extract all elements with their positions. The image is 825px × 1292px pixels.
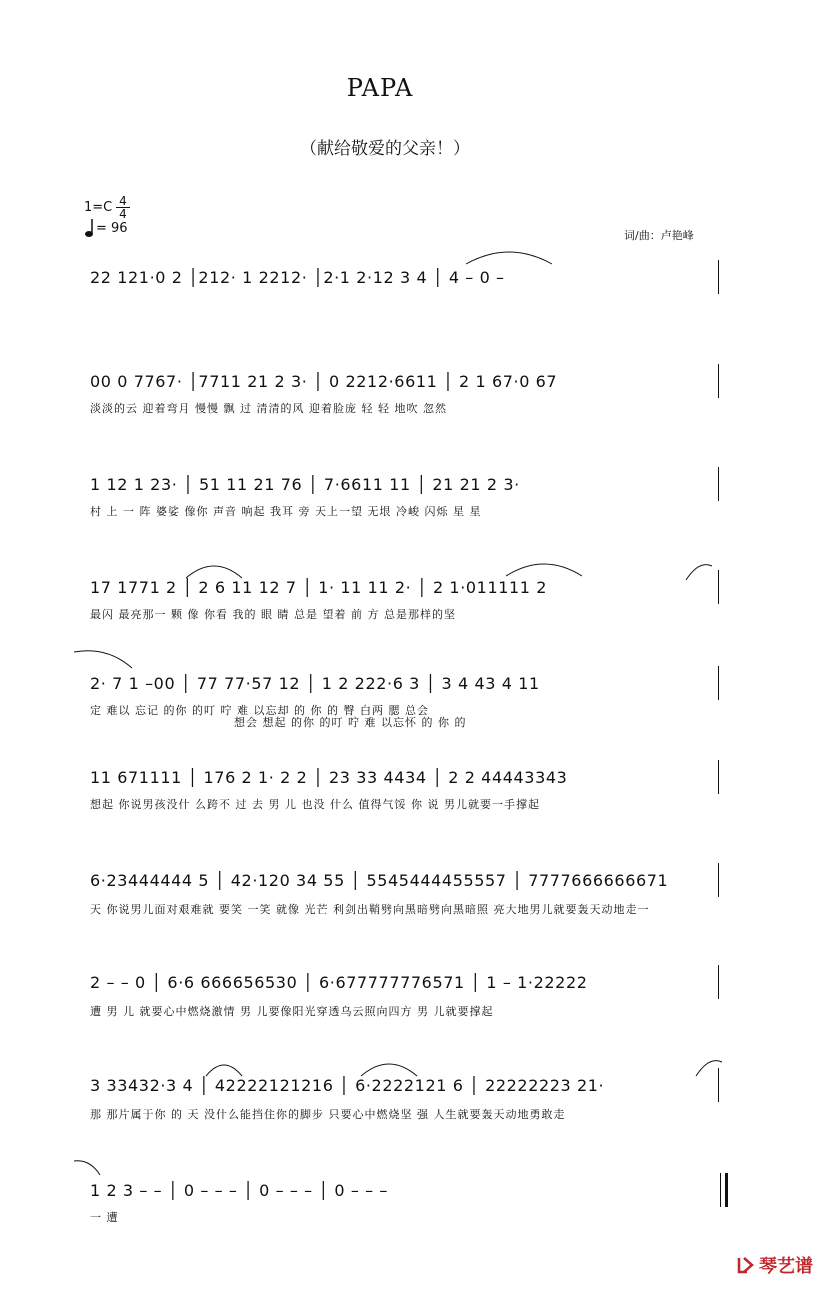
notes-row-10: 1 2 3 – – │ 0 – – – │ 0 – – – │ 0 – – – xyxy=(90,1181,389,1200)
lyrics-row-3: 村 上 一 阵 婆娑 像你 声音 响起 我耳 旁 天上一望 无垠 冷峻 闪烁 星 星 xyxy=(90,505,482,518)
time-signature xyxy=(116,195,130,220)
time-signature-bottom: 4 xyxy=(119,207,127,221)
tie-slur xyxy=(72,648,134,670)
lyrics-row-8: 遭 男 儿 就要心中燃烧激情 男 儿要像阳光穿透乌云照向四方 男 儿就要撑起 xyxy=(90,1005,494,1018)
tie-slur xyxy=(359,1058,419,1078)
tie-slur xyxy=(684,562,714,582)
credit-line: 词/曲：卢艳峰 xyxy=(624,229,694,242)
barline xyxy=(718,467,719,501)
key-signature: 1=C xyxy=(84,200,113,215)
song-title: PAPA xyxy=(346,74,414,102)
logo-icon xyxy=(736,1255,756,1275)
notes-row-8: 2 – – 0 │ 6·6 666656530 │ 6·677777776571 │ 1 – 1·22222 xyxy=(90,973,588,992)
tie-slur xyxy=(694,1058,724,1078)
lyrics-row-5-alt: 想会 想起 的你 的叮 咛 难 以忘怀 的 你 的 xyxy=(234,716,467,729)
song-subtitle: （献给敬爱的父亲！） xyxy=(300,139,470,159)
tie-slur xyxy=(204,1058,244,1078)
barline xyxy=(718,760,719,794)
notes-row-7: 6·23444444 5 │ 42·120 34 55 │ 5545444455557 │ 7777666666671 xyxy=(90,871,669,890)
lyrics-row-7: 天 你说男儿面对艰难就 要笑 一笑 就像 光芒 利剑出鞘劈向黑暗劈向黑暗照 亮大地男儿就要轰天动地走一 xyxy=(90,903,650,916)
barline xyxy=(718,364,719,398)
barline xyxy=(718,260,719,294)
tie-slur xyxy=(72,1157,102,1177)
notes-row-6: 11 671111 │ 176 2 1· 2 2 │ 23 33 4434 │ 2 2 44443343 xyxy=(90,768,568,787)
logo-text: 琴艺谱 xyxy=(759,1256,813,1277)
lyrics-row-4: 最闪 最亮那一 颗 像 你看 我的 眼 睛 总是 望着 前 方 总是那样的坚 xyxy=(90,608,456,621)
lyrics-row-5: 定 难以 忘记 的你 的叮 咛 难 以忘却 的 你 的 臀 白两 腮 总会 xyxy=(90,704,429,717)
tie-slur xyxy=(184,560,244,580)
notes-row-9: 3 33432·3 4 │ 42222121216 │ 6·2222121 6 │ 22222223 21· xyxy=(90,1076,605,1095)
notes-row-3: 1 12 1 23· │ 51 11 21 76 │ 7·6611 11 │ 21 21 2 3· xyxy=(90,475,520,494)
barline xyxy=(718,863,719,897)
notes-row-5: 2· 7 1 –00 │ 77 77·57 12 │ 1 2 222·6 3 │ 3 4 43 4 11 xyxy=(90,674,540,693)
barline xyxy=(718,666,719,700)
time-signature-top: 4 xyxy=(119,194,127,208)
lyrics-row-6: 想起 你说男孩没什 么跨不 过 去 男 儿 也没 什么 值得气馁 你 说 男儿就要一手撑起 xyxy=(90,798,540,811)
lyrics-row-10: 一 遭 xyxy=(90,1211,119,1224)
tie-slur xyxy=(504,558,584,578)
lyrics-row-2: 淡淡的云 迎着弯月 慢慢 飘 过 清清的风 迎着脸庞 轻 轻 地吹 忽然 xyxy=(90,402,447,415)
final-barline xyxy=(720,1173,728,1207)
tempo-marking xyxy=(84,221,128,236)
notes-row-1: 22 121·0 2 │212· 1 2212· │2·1 2·12 3 4 │ 4 – 0 – xyxy=(90,268,505,287)
barline xyxy=(718,570,719,604)
tie-slur xyxy=(464,246,554,266)
barline xyxy=(718,965,719,999)
tempo-value: = 96 xyxy=(96,221,128,236)
notes-row-4: 17 1771 2 │ 2 6 11 12 7 │ 1· 11 11 2· │ 2 1·011111 2 xyxy=(90,578,548,597)
site-logo xyxy=(736,1252,813,1278)
notes-row-2: 00 0 7767· │7711 21 2 3· │ 0 2212·6611 │ 2 1 67·0 67 xyxy=(90,372,558,391)
lyrics-row-9: 那 那片属于你 的 天 没什么能挡住你的脚步 只要心中燃烧坚 强 人生就要轰天动地勇敢走 xyxy=(90,1108,566,1121)
quarter-note-icon xyxy=(84,218,94,238)
